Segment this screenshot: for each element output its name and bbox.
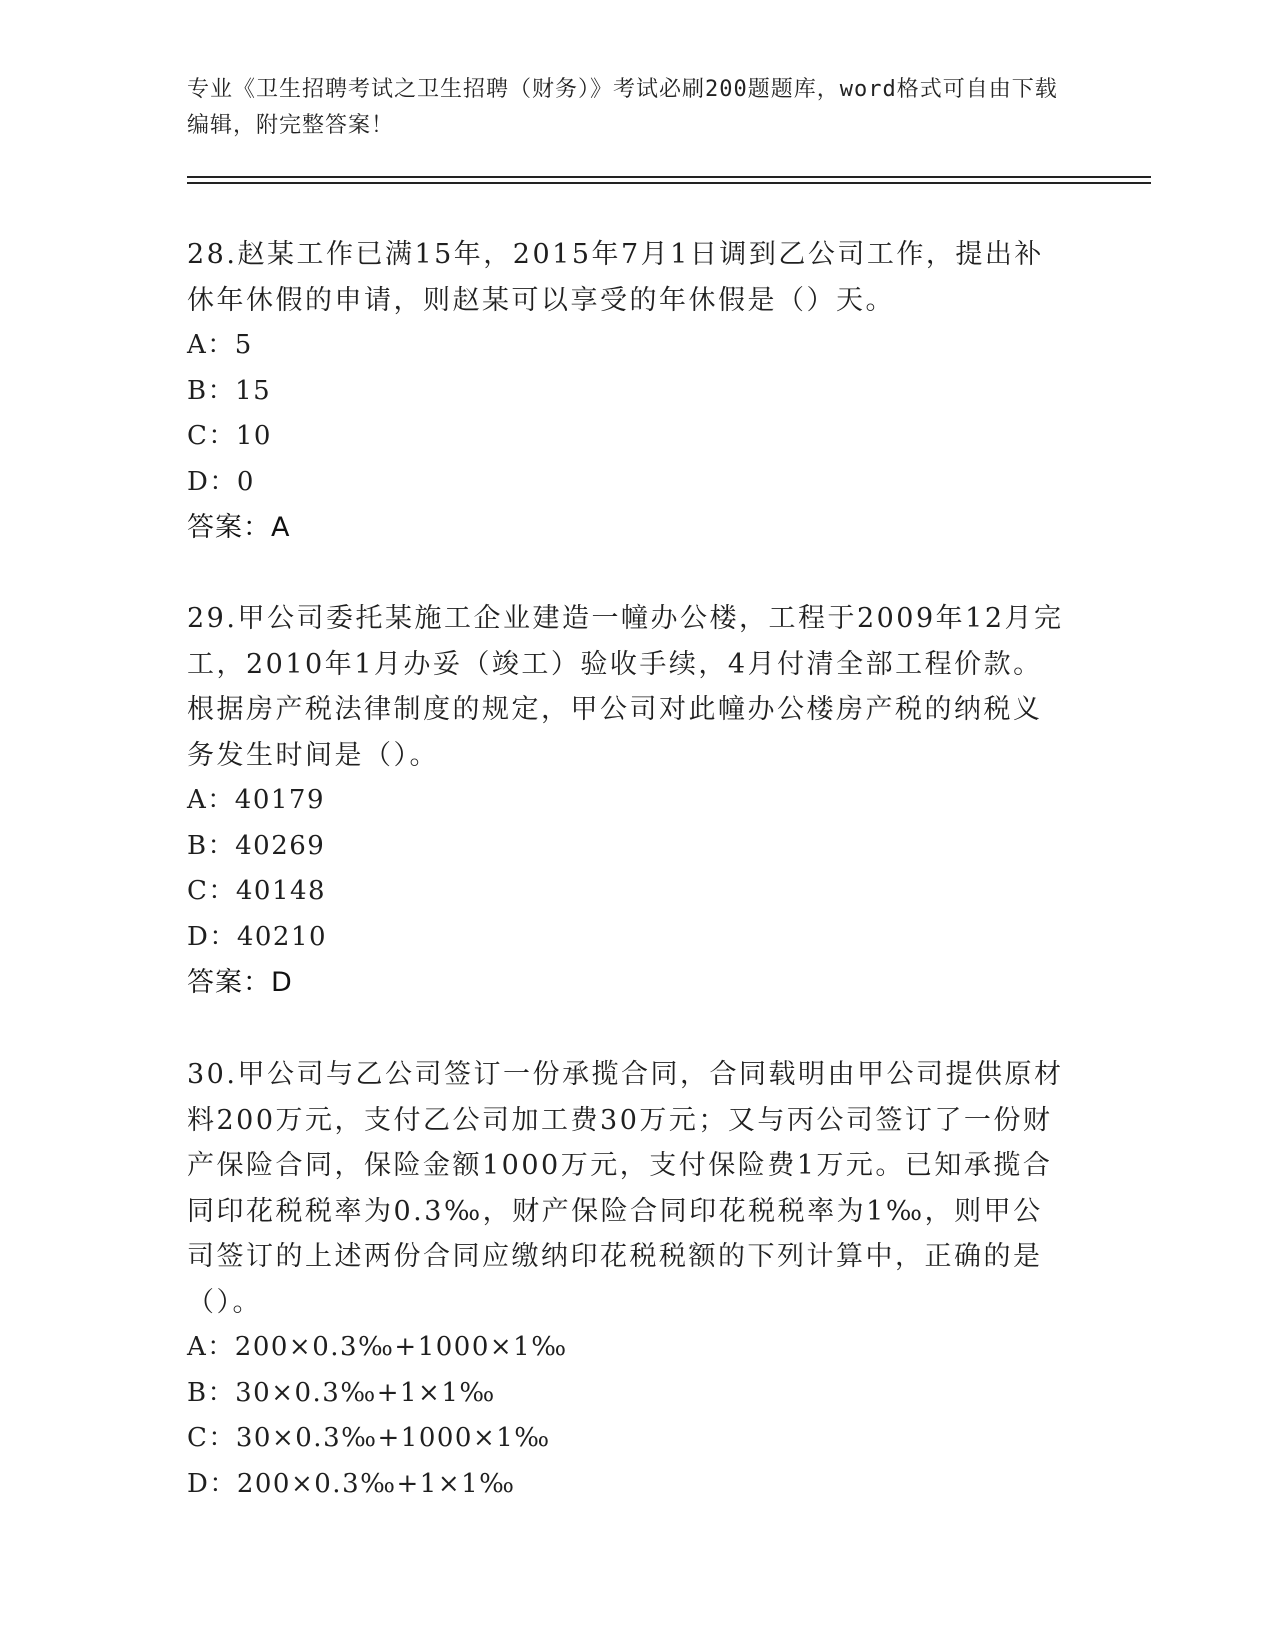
option-c: C：40148: [187, 876, 327, 906]
option-d: D：0: [187, 466, 255, 497]
option-c: C：30×0.3‰+1000×1‰: [187, 1423, 551, 1453]
option-b: B：15: [187, 375, 272, 406]
question-30: [187, 1052, 1067, 1507]
question-text: 28.赵某工作已满15年，2015年7月1日调到乙公司工作，提出补休年休假的申请，则赵某可以享受的年休假是（）天。: [187, 239, 1044, 316]
option-d: D：40210: [187, 921, 328, 952]
header-divider-bottom: [187, 182, 1151, 184]
question-29: [187, 596, 1067, 1006]
document-header: 专业《卫生招聘考试之卫生招聘（财务）》考试必刷200题题库，word格式可自由下载编辑，附完整答案！: [187, 77, 1058, 138]
answer-line: 答案：A: [187, 512, 291, 543]
option-c: C：10: [187, 421, 272, 451]
option-b: B：30×0.3‰+1×1‰: [187, 1377, 496, 1408]
question-text: 29.甲公司委托某施工企业建造一幢办公楼，工程于2009年12月完工，2010年1月办妥（竣工）验收手续，4月付清全部工程价款。根据房产税法律制度的规定，甲公司对此幢办公楼房产税的纳税义务发生时间是（）。: [187, 603, 1064, 771]
option-a: A：200×0.3‰+1000×1‰: [187, 1332, 568, 1362]
option-b: B：40269: [187, 830, 326, 861]
option-d: D：200×0.3‰+1×1‰: [187, 1468, 516, 1499]
question-text: 30.甲公司与乙公司签订一份承揽合同，合同载明由甲公司提供原材料200万元，支付乙公司加工费30万元；又与丙公司签订了一份财产保险合同，保险金额1000万元，支付保险费1万元。已知承揽合同印花税税率为0.3‰，财产保险合同印花税税率为1‰，则甲公司签订的上述两份合同应缴纳印花税税额的下列计算中，正确的是（）。: [187, 1059, 1064, 1318]
question-28: [187, 232, 1067, 551]
option-a: A：5: [187, 330, 253, 360]
answer-line: 答案：D: [187, 967, 293, 998]
header-divider-top: [187, 176, 1151, 178]
option-a: A：40179: [187, 785, 325, 815]
